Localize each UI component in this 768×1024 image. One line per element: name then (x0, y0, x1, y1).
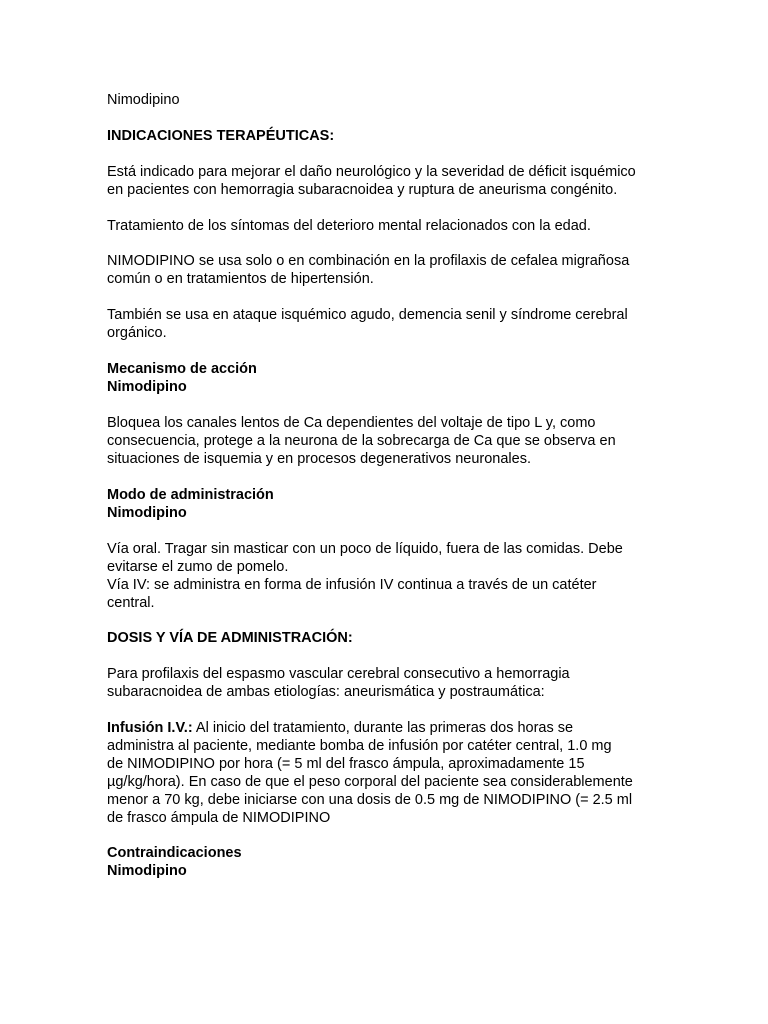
section-heading-dosis: DOSIS Y VÍA DE ADMINISTRACIÓN: (107, 630, 353, 646)
text-line: Para profilaxis del espasmo vascular cerebral consecutivo a hemorragia (107, 666, 570, 682)
text-line: NIMODIPINO se usa solo o en combinación en la profilaxis de cefalea migrañosa (107, 253, 630, 269)
text-line: común o en tratamientos de hipertensión. (107, 271, 374, 287)
paragraph-indicaciones-1 (107, 163, 697, 199)
text-line: También se usa en ataque isquémico agudo, demencia senil y síndrome cerebral (107, 307, 628, 323)
paragraph-indicaciones-2 (107, 217, 697, 235)
section-heading-indicaciones: INDICACIONES TERAPÉUTICAS: (107, 128, 335, 144)
text-line: Bloquea los canales lentos de Ca dependientes del voltaje de tipo L y, como (107, 415, 596, 431)
infusion-text: Al inicio del tratamiento, durante las primeras dos horas se (192, 720, 574, 736)
text-line: µg/kg/hora). En caso de que el peso corporal del paciente sea considerablemente (107, 774, 633, 790)
paragraph-dosis-1 (107, 665, 697, 701)
text-line: Vía IV: se administra en forma de infusión IV continua a través de un catéter (107, 577, 597, 593)
text-line: Está indicado para mejorar el daño neurológico y la severidad de déficit isquémico (107, 164, 636, 180)
text-line: evitarse el zumo de pomelo. (107, 559, 289, 575)
text-line: menor a 70 kg, debe iniciarse con una dosis de 0.5 mg de NIMODIPINO (= 2.5 ml (107, 792, 633, 808)
text-line: situaciones de isquemia y en procesos degenerativos neuronales. (107, 451, 531, 467)
section-heading-contraindicaciones (107, 844, 697, 880)
heading-line: Modo de administración (107, 487, 274, 503)
document-title: Nimodipino (107, 92, 180, 108)
text-line: orgánico. (107, 325, 167, 341)
paragraph-infusion (107, 719, 697, 827)
section-heading-modo (107, 486, 697, 522)
heading-line: Contraindicaciones (107, 845, 242, 861)
text-line: de frasco ámpula de NIMODIPINO (107, 810, 331, 826)
section-heading-mecanismo (107, 360, 697, 396)
text-line: de NIMODIPINO por hora (= 5 ml del frasco ámpula, aproximadamente 15 (107, 756, 585, 772)
paragraph-mecanismo (107, 414, 697, 468)
paragraph-indicaciones-4 (107, 306, 697, 342)
text-line: subaracnoidea de ambas etiologías: aneurismática y postraumática: (107, 684, 545, 700)
paragraph-indicaciones-3 (107, 252, 697, 288)
subheading-line: Nimodipino (107, 379, 187, 395)
text-line: Tratamiento de los síntomas del deterioro mental relacionados con la edad. (107, 218, 591, 234)
subheading-line: Nimodipino (107, 505, 187, 521)
paragraph-modo (107, 540, 697, 612)
heading-line: Mecanismo de acción (107, 361, 257, 377)
text-line: consecuencia, protege a la neurona de la sobrecarga de Ca que se observa en (107, 433, 616, 449)
infusion-label: Infusión I.V.: (107, 720, 193, 736)
text-line: en pacientes con hemorragia subaracnoidea y ruptura de aneurisma congénito. (107, 182, 618, 198)
text-line: administra al paciente, mediante bomba de infusión por catéter central, 1.0 mg (107, 738, 612, 754)
subheading-line: Nimodipino (107, 863, 187, 879)
text-line: central. (107, 595, 155, 611)
text-line: Vía oral. Tragar sin masticar con un poco de líquido, fuera de las comidas. Debe (107, 541, 623, 557)
text-line (107, 719, 697, 737)
